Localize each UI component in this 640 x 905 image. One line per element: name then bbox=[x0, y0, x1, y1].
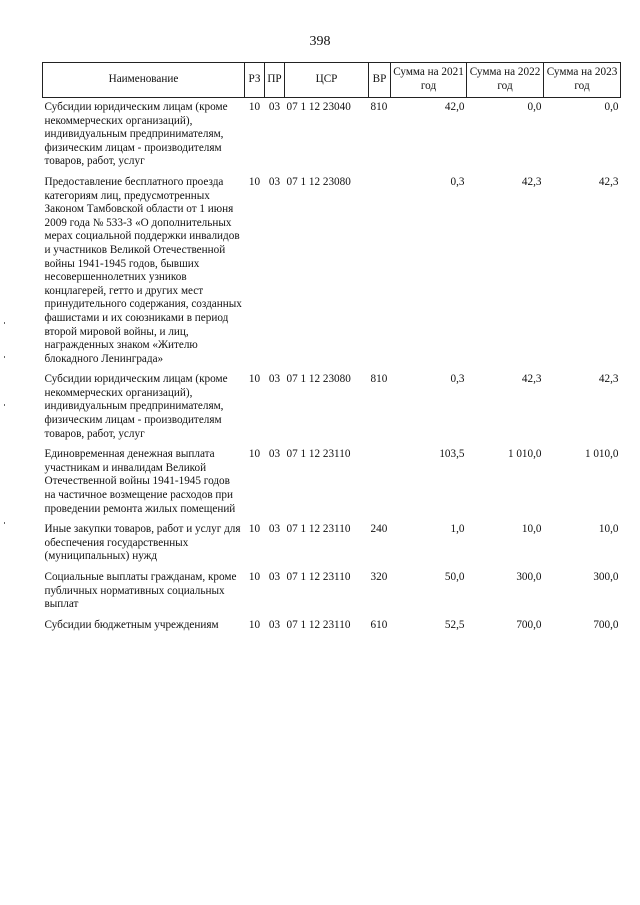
row-sum-2022: 700,0 bbox=[516, 618, 542, 631]
row-sum-2023: 300,0 bbox=[593, 571, 619, 583]
row-sum-2021: 1,0 bbox=[450, 523, 465, 536]
row-vr bbox=[369, 445, 391, 520]
row-sum-2022: 1 010,0 bbox=[507, 448, 542, 461]
row-sum-2021: 50,0 bbox=[444, 571, 465, 583]
row-sum-2022: 42,3 bbox=[521, 373, 542, 386]
row-sum-2021: 0,3 bbox=[450, 175, 465, 188]
row-sum-2022: 10,0 bbox=[521, 523, 542, 536]
table-row bbox=[43, 173, 621, 370]
row-vr: 240 bbox=[370, 523, 388, 536]
table-row bbox=[43, 370, 621, 445]
row-name: Предоставление бесплатного проезда категориям лиц, предусмотренных Законом Тамбовской области от 1 июня 2009 года № 533-З «О дополнительных мерах социальной поддержки инвалидов и участников Великой Отечественной войны 1941-1945 годов, бывших несовершеннолетних узников концлагерей, гетто и других мест принудительного содержания, созданных фашистами и их союзниками в период второй мировой войны, и лиц, награжденных знаком «Жителю блокадного Ленинграда» bbox=[44, 175, 242, 365]
header-sum-2023: Сумма на 2023 год bbox=[544, 63, 621, 98]
scan-mark bbox=[4, 322, 5, 324]
row-csr: 07 1 12 23040 bbox=[286, 101, 351, 113]
row-sum-2021: 0,3 bbox=[450, 373, 465, 386]
row-name: Субсидии юридическим лицам (кроме некоммерческих организаций), индивидуальным предпринимателям, физическим лицам - производителям товаров, работ, услуг bbox=[44, 373, 228, 440]
row-name: Субсидии юридическим лицам (кроме некоммерческих организаций), индивидуальным предпринимателям, физическим лицам - производителям товаров, работ, услуг bbox=[44, 101, 228, 168]
row-vr: 320 bbox=[370, 571, 388, 583]
table-row bbox=[43, 568, 621, 616]
row-sum-2023: 42,3 bbox=[598, 373, 619, 386]
row-sum-2021: 42,0 bbox=[444, 101, 465, 113]
row-vr: 610 bbox=[370, 618, 388, 631]
row-pr: 03 bbox=[268, 523, 281, 536]
table-row bbox=[43, 98, 621, 173]
row-name: Субсидии бюджетным учреждениям bbox=[44, 618, 219, 631]
row-rz: 10 bbox=[248, 101, 261, 113]
header-vr: ВР bbox=[369, 63, 391, 98]
row-sum-2023: 10,0 bbox=[598, 523, 619, 536]
row-pr: 03 bbox=[268, 175, 281, 188]
scan-mark bbox=[4, 522, 5, 524]
row-name: Социальные выплаты гражданам, кроме публичных нормативных социальных выплат bbox=[44, 571, 237, 611]
row-vr: 810 bbox=[370, 373, 388, 386]
row-rz: 10 bbox=[248, 373, 261, 386]
row-rz: 10 bbox=[248, 523, 261, 536]
row-csr: 07 1 12 23110 bbox=[286, 448, 351, 461]
row-vr: 810 bbox=[370, 101, 388, 113]
scan-mark bbox=[4, 404, 5, 406]
header-csr: ЦСР bbox=[285, 63, 369, 98]
page-number: 398 bbox=[309, 34, 331, 49]
table-row bbox=[43, 445, 621, 520]
row-pr: 03 bbox=[268, 448, 281, 461]
row-vr bbox=[369, 173, 391, 370]
row-sum-2021: 103,5 bbox=[439, 448, 465, 461]
row-rz: 10 bbox=[248, 448, 261, 461]
row-sum-2022: 0,0 bbox=[527, 101, 542, 113]
row-pr: 03 bbox=[268, 101, 281, 113]
row-pr: 03 bbox=[268, 373, 281, 386]
table-header-row bbox=[43, 63, 621, 98]
row-csr: 07 1 12 23080 bbox=[286, 175, 351, 188]
row-rz: 10 bbox=[248, 571, 261, 583]
row-pr: 03 bbox=[268, 571, 281, 583]
row-csr: 07 1 12 23110 bbox=[286, 523, 351, 536]
header-pr: ПР bbox=[265, 63, 285, 98]
row-sum-2023: 42,3 bbox=[598, 175, 619, 188]
row-name: Единовременная денежная выплата участникам и инвалидам Великой Отечественной войны 1941-1945 годов на частичное возмещение расходов при проведении ремонта жилых помещений bbox=[44, 448, 236, 515]
header-sum-2022: Сумма на 2022 год bbox=[467, 63, 544, 98]
scan-mark bbox=[4, 356, 5, 358]
row-sum-2021: 52,5 bbox=[444, 618, 465, 631]
budget-table bbox=[42, 62, 621, 636]
row-sum-2023: 1 010,0 bbox=[584, 448, 619, 461]
table-row bbox=[43, 520, 621, 568]
row-rz: 10 bbox=[248, 175, 261, 188]
row-name: Иные закупки товаров, работ и услуг для обеспечения государственных (муниципальных) нужд bbox=[44, 523, 241, 563]
row-sum-2023: 700,0 bbox=[593, 618, 619, 631]
row-csr: 07 1 12 23110 bbox=[286, 618, 351, 631]
row-sum-2023: 0,0 bbox=[604, 101, 619, 113]
header-rz: РЗ bbox=[245, 63, 265, 98]
row-csr: 07 1 12 23110 bbox=[286, 571, 351, 583]
row-sum-2022: 42,3 bbox=[521, 175, 542, 188]
row-rz: 10 bbox=[248, 618, 261, 631]
row-pr: 03 bbox=[268, 618, 281, 631]
row-csr: 07 1 12 23080 bbox=[286, 373, 351, 386]
header-name: Наименование bbox=[43, 63, 245, 98]
table-row bbox=[43, 616, 621, 637]
row-sum-2022: 300,0 bbox=[516, 571, 542, 583]
header-sum-2021: Сумма на 2021 год bbox=[391, 63, 467, 98]
